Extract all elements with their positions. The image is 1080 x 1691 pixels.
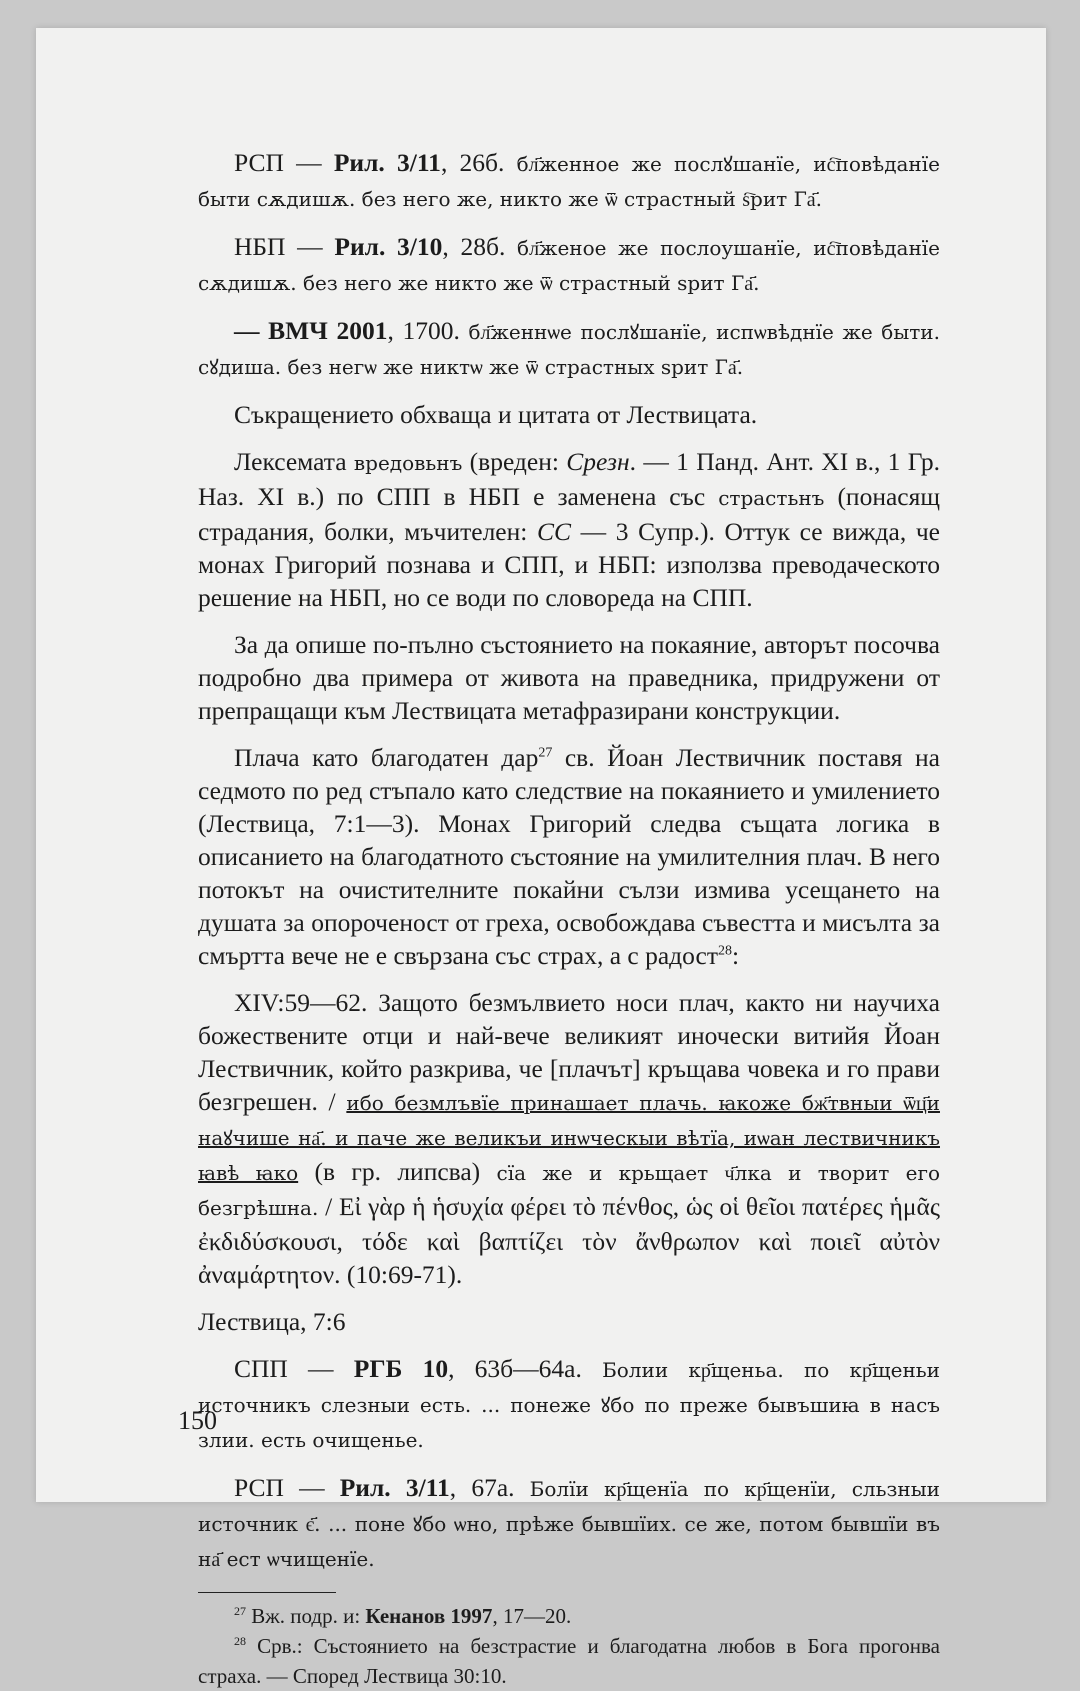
text-run: (вреден: [462,447,567,476]
slavonic-quote: Болии кр҃щеньа. по кр҃щеньи источникъ слезныи есть. ... понеже ꙋбо по преже бывъшиꙗ в насъ злии. есть очищенье. [198,1358,940,1452]
text-run: (понасящ страдания, болки, мъчителен: [198,482,940,546]
footnote-number: 27 [234,1604,246,1618]
source-abbrev: Срезн [566,447,630,476]
greek-quote: / Εἰ γὰρ ἡ ἡσυχία φέρει τὸ πένθος, ὡς οἱ θεῖοι πατέρες ἡμᾶς ἐκδιδύσκουσι, τόδε καὶ βαπτίζει τὸν ἄνθρωπον καὶ ποιεῖ αὐτὸν ἀναμάρτητον. (10:69-71). [198,1192,940,1289]
reference-author: Кенанов 1997 [365,1604,493,1628]
manuscript-ref: Рил. 3/11 [333,148,441,177]
siglum: РСП — [234,1473,340,1502]
folio: , 26б. [440,148,517,177]
body-text [198,146,940,1691]
citation-rsp-2 [198,1471,940,1576]
citation-nbp [198,230,940,300]
text-run: Плача като благодатен дар [234,743,539,772]
text-run: Лексемата [234,447,354,476]
citation-rsp-1 [198,146,940,216]
slavonic-word: страстьнъ [718,486,825,510]
text-run: XIV:59—62. Защото безмълвието носи плач, както ни научиха божествените отци и най-вече великият иночески витийя Йоан Лествичник, който разкрива, че [плачът] кръщава човека и го прави безгрешен. / [198,988,940,1116]
paragraph-1: Съкращението обхваща и цитата от Лествицата. [234,400,758,429]
citation-spp [198,1352,940,1457]
text-run: св. Йоан Лествичник поставя на седмото по ред стъпало като следствие на покаянието и умилението (Лествица, 7:1—3). Монах Григорий следва същата логика в описанието на благодатното състояние на умилителния плач. В него потокът на очистителните покайни сълзи измива усещането на душата за опороченост от греха, освобождава съвестта и мисълта за смъртта вече не е свързана със страх, а с радост [198,743,940,970]
paragraph-2 [198,445,940,614]
slavonic-quote: бл҃женое же послоушанїе, ис҇повѣданїе сѫдишѫ. без него же никто же ѿ страстный ѕрит Га҃. [198,236,941,295]
folio: , 1700. [387,316,469,345]
paragraph-3: За да опише по-пълно състоянието на покаяние, авторът посочва подробно два примера от живота на праведника, придружени от препращащи към Лествицата метафразирани конструкции. [198,630,940,725]
text-run: Вж. подр. и: [246,1604,366,1628]
text-run: (в гр. липсва) [298,1157,497,1186]
footnote-ref-28[interactable]: 28 [718,943,732,959]
document-page [36,28,1046,1688]
footnote-28 [198,1631,940,1691]
text-run: . — 1 Панд. Ант. XI в., 1 Гр. Наз. XI в.) по СПП в НБП е заменена със [198,447,940,511]
manuscript-ref: Рил. 3/10 [334,232,443,261]
slavonic-word: вредовьнъ [353,451,463,475]
manuscript-ref: РГБ 10 [353,1354,449,1383]
paragraph-6: Лествица, 7:6 [198,1307,346,1336]
folio: , 67а. [449,1473,530,1502]
footnote-divider [198,1592,336,1593]
folio: , 63б—64а. [448,1354,603,1383]
text-run: — 3 Супр.). Оттук се вижда, че монах Григорий познава и СПП, и НБП: използва преводаческото решение на НБП, но се води по словореда на СПП. [198,517,940,612]
text-run: : [732,941,740,970]
slavonic-quote: ибо безмлъвїе принашает плачь. ꙗкоже бж҃твныи ѿц҃и наꙋчише на҃. и паче же великъи инѡческыи вѣтїа, иѡан лествичникъ ꙗвѣ ꙗко [198,1091,940,1185]
siglum: НБП — [234,232,335,261]
text-run: Срв.: Състоянието на безстрастие и благодатна любов в Бога прогонва страха. — Според Лествица 30:10. [198,1634,940,1688]
slavonic-quote: Болїи кр҃щенїа по кр҃щенїи, сльзныи источник є҃. ... поне ꙋбо ѡно, прѣже бывшїих. се же, потом бывшїи въ на҃ ест ѡчищенїе. [198,1477,940,1571]
footnote-27 [198,1601,940,1631]
slavonic-quote: сїа же и крьщает ч҃лка и творит его безгрѣшна. [198,1161,940,1220]
paragraph-5 [198,986,940,1291]
manuscript-ref: — ВМЧ 2001 [234,316,388,345]
source-abbrev: СС [536,517,571,546]
siglum: СПП — [234,1354,354,1383]
siglum: РСП — [234,148,334,177]
footnote-ref-27[interactable]: 27 [538,745,553,761]
manuscript-ref: Рил. 3/11 [339,1473,450,1502]
page-number: 150 [178,1406,217,1435]
text-run: , 17—20. [492,1604,572,1628]
slavonic-quote: бл҃женнѡе послꙋшанїе, испѡвѣднїе же быти. сꙋдиша. без негѡ же никтѡ же ѿ страстных ѕрит Га҃. [198,320,940,379]
paragraph-4 [198,741,940,972]
footnote-number: 28 [234,1634,246,1648]
citation-vmch [198,314,940,384]
slavonic-quote: бл҃женное же послꙋшанїе, ис҇повѣданїе быти сѫдишѫ. без него же, никто же ѿ страстный ѕ҇рит Га҃. [198,152,940,211]
folio: , 28б. [442,232,518,261]
